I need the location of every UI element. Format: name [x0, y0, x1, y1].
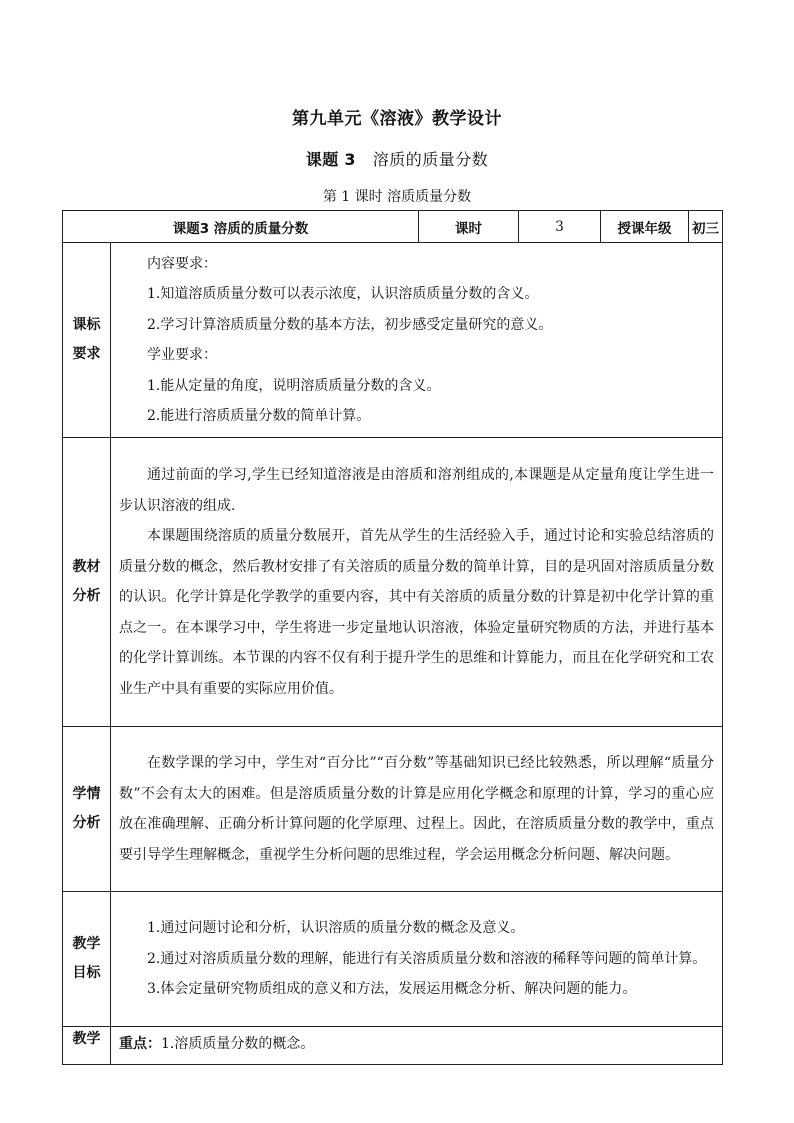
row-content	[111, 892, 723, 1027]
paragraph: 学业要求：	[147, 347, 217, 363]
key-points-text: 1.溶质质量分数的概念。	[161, 1036, 315, 1052]
row-content	[111, 727, 723, 892]
header-hours-label: 课时	[419, 211, 519, 243]
row-content	[111, 243, 723, 438]
row-content	[111, 438, 723, 727]
table-row-objectives	[63, 892, 723, 1027]
table-row-student-analysis	[63, 727, 723, 892]
row-label: 教学	[63, 1027, 111, 1065]
row-label: 教学 目标	[63, 892, 111, 1027]
document-subtitle	[0, 147, 794, 170]
paragraph: 1.通过问题讨论和分析，认识溶质的质量分数的概念及意义。	[147, 920, 525, 937]
paragraph: 2.能进行溶质质量分数的简单计算。	[147, 408, 371, 424]
lesson-plan-table	[62, 210, 723, 1065]
row-label: 学情 分析	[63, 727, 111, 892]
paragraph: 通过前面的学习,学生已经知道溶液是由溶质和溶剂组成的,本课题是从定量角度让学生进一步认识溶液的组成.	[119, 467, 714, 514]
subtitle-number: 3	[344, 150, 356, 169]
subtitle-text: 溶质的质量分数	[372, 150, 489, 169]
header-row	[63, 211, 723, 243]
lesson-line: 第 1 课时 溶质质量分数	[322, 189, 472, 205]
row-label: 课标 要求	[63, 243, 111, 438]
header-grade-label: 授课年级	[601, 211, 689, 243]
paragraph: 2.通过对溶质质量分数的理解，能进行有关溶质质量分数和溶液的稀释等问题的简单计算。	[147, 950, 707, 967]
paragraph: 本课题围绕溶质的质量分数展开，首先从学生的生活经验入手，通过讨论和实验总结溶质的质量分数的概念，然后教材安排了有关溶质的质量分数的简单计算，目的是巩固对溶质质量分数的认识。化学计算是化学教学的重要内容，其中有关溶质的质量分数的计算是初中化学计算的重点之一。在本课学习中，学生将进一步定量地认识溶液，体验定量研究物质的方法，并进行基本的化学计算训练。本节课的内容不仅有利于提升学生的思维和计算能力，而且在化学研究和工农业生产中具有重要的实际应用价值。	[119, 528, 714, 697]
paragraph: 1.知道溶质质量分数可以表示浓度，认识溶质质量分数的含义。	[147, 286, 539, 302]
row-label: 教材 分析	[63, 438, 111, 727]
subtitle-prefix: 课题	[305, 150, 339, 169]
header-topic: 课题3 溶质的质量分数	[63, 211, 419, 243]
paragraph: 1.能从定量的角度，说明溶质质量分数的含义。	[147, 377, 441, 394]
table-row-textbook-analysis	[63, 438, 723, 727]
key-points-label: 重点：	[119, 1036, 161, 1052]
paragraph: 内容要求：	[147, 255, 217, 272]
row-content	[111, 1027, 723, 1065]
paragraph: 在数学课的学习中，学生对“百分比”“百分数”等基础知识已经比较熟悉，所以理解“质量分数”不会有太大的困难。但是溶质质量分数的计算是应用化学概念和原理的计算，学习的重心应放在准确理解、正确分析计算问题的化学原理、过程上。因此，在溶质质量分数的教学中，重点要引导学生理解概念，重视学生分析问题的思维过程，学会运用概念分析问题、解决问题。	[119, 755, 714, 863]
document-title: 第九单元《溶液》教学设计	[292, 109, 502, 129]
paragraph: 2.学习计算溶质质量分数的基本方法，初步感受定量研究的意义。	[147, 316, 553, 333]
paragraph: 3.体会定量研究物质组成的意义和方法，发展运用概念分析、解决问题的能力。	[147, 981, 637, 998]
table-row-key-points	[63, 1027, 723, 1065]
table-row-curriculum	[63, 243, 723, 438]
header-grade-value: 初三	[689, 211, 723, 243]
header-hours-value: 3	[519, 211, 601, 243]
